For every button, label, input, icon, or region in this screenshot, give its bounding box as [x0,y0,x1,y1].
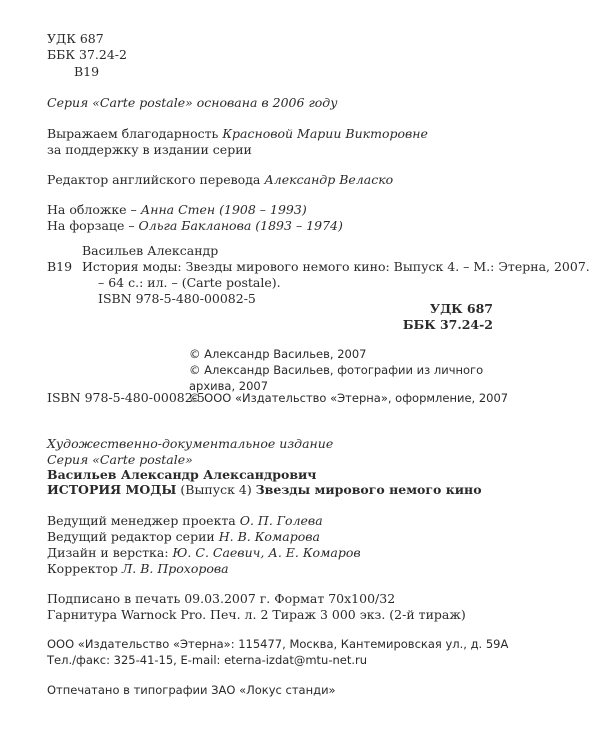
thanks-line [47,126,428,141]
translation-editor-prefix: Редактор английского перевода [47,172,265,187]
catalog-author: Васильев Александр [82,243,219,258]
cover-credit [47,202,307,217]
bbk-code: ББК 37.24-2 [47,47,127,62]
catalog-udk: УДК 687 [429,301,493,316]
staff-manager [47,513,323,528]
book-title-main: ИСТОРИЯ МОДЫ [47,482,177,497]
author-full-name: Васильев Александр Александрович [47,467,317,482]
cover-name: Анна Стен (1908 – 1993) [140,202,307,217]
copyright-isbn: ISBN 978-5-480-00082-5 [47,390,205,405]
edition-type: Художественно-документальное издание [47,436,334,451]
catalog-pages-line: – 64 с.: ил. – (Carte postale). [98,275,281,290]
staff-proofreader [47,561,229,576]
staff-editor-name: Н. В. Комарова [218,529,320,544]
book-title-subtitle: Звезды мирового немого кино [255,482,482,497]
cover-prefix: На обложке – [47,202,141,217]
staff-design-prefix: Дизайн и верстка: [47,545,173,560]
catalog-mark: В19 [47,259,73,274]
thanks-prefix: Выражаем благодарность [47,126,223,141]
catalog-title-line: История моды: Звезды мирового немого кино: Выпуск 4. – М.: Этерна, 2007. [82,259,590,274]
staff-proofreader-name: Л. В. Прохорова [121,561,229,576]
print-info-line-2: Гарнитура Warnock Pro. Печ. л. 2 Тираж 3 000 экз. (2-й тираж) [47,607,466,622]
catalog-isbn: ISBN 978-5-480-00082-5 [98,291,256,306]
staff-proofreader-prefix: Корректор [47,561,122,576]
copyright-line-3: архива, 2007 [189,379,269,393]
thanks-name: Красновой Марии Викторовне [222,126,428,141]
staff-editor-prefix: Ведущий редактор серии [47,529,219,544]
flyleaf-prefix: На форзаце – [47,218,139,233]
flyleaf-name: Ольга Бакланова (1893 – 1974) [138,218,343,233]
imprint-series: Серия «Carte postale» [47,452,193,467]
copyright-line-2: © Александр Васильев, фотографии из личного [189,363,484,377]
author-mark: В19 [74,64,100,79]
thanks-line-2: за поддержку в издании серии [47,142,252,157]
flyleaf-credit [47,218,343,233]
translation-editor [47,172,393,187]
copyright-line-4: © ООО «Издательство «Этерна», оформление, 2007 [189,391,509,405]
publisher-address: ООО «Издательство «Этерна»: 115477, Москва, Кантемировская ул., д. 59А [47,637,509,651]
series-note: Серия «Carte postale» основана в 2006 году [47,95,338,110]
book-title-issue: (Выпуск 4) [176,482,256,497]
book-title [47,482,482,497]
publisher-contacts: Тел./факс: 325-41-15, E-mail: eterna-izdat@mtu-net.ru [47,653,368,667]
copyright-line-1: © Александр Васильев, 2007 [189,347,367,361]
staff-design-names: Ю. С. Саевич, А. Е. Комаров [172,545,361,560]
print-info-line-1: Подписано в печать 09.03.2007 г. Формат 70x100/32 [47,591,396,606]
staff-design [47,545,361,560]
staff-manager-prefix: Ведущий менеджер проекта [47,513,240,528]
translation-editor-name: Александр Веласко [264,172,394,187]
printer-note: Отпечатано в типографии ЗАО «Локус станди» [47,683,336,697]
catalog-bbk: ББК 37.24-2 [402,317,493,332]
udk-code: УДК 687 [47,31,104,46]
staff-manager-name: О. П. Голева [239,513,323,528]
staff-editor [47,529,320,544]
